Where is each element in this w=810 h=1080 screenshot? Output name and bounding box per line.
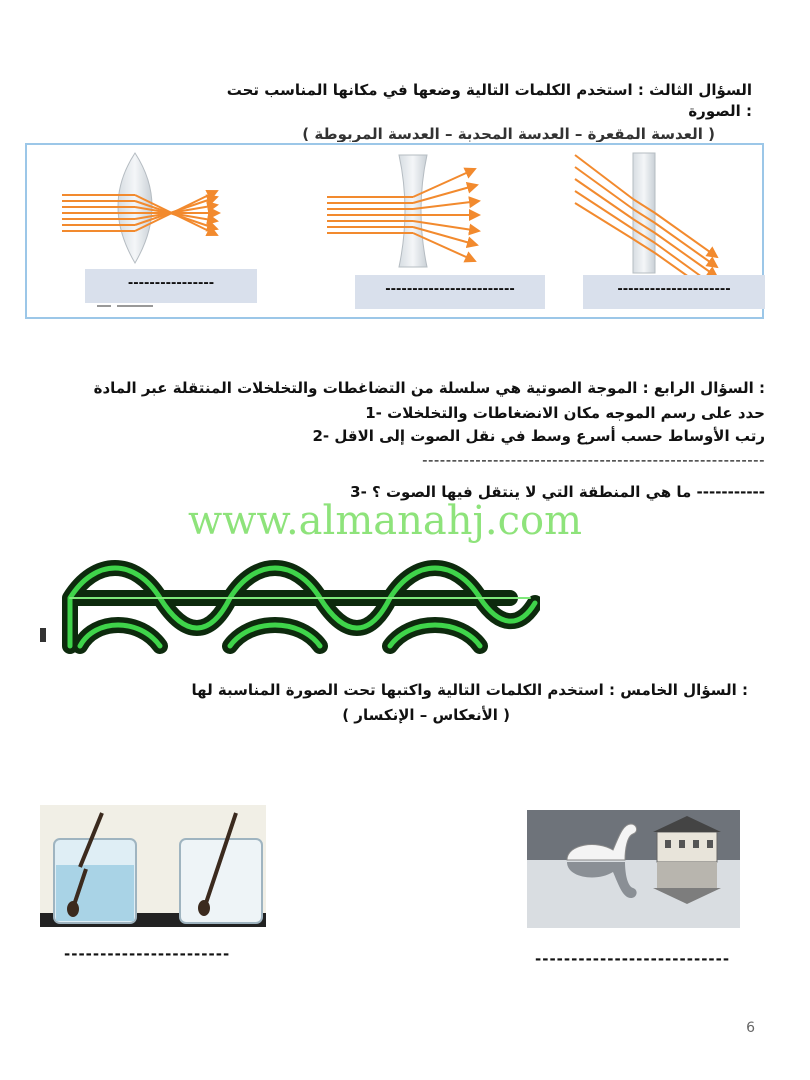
glass-block-diagram: [575, 153, 717, 287]
watermark: www.almanahj.com: [188, 498, 583, 544]
concave-lens-answer-box[interactable]: ------------------------: [355, 275, 545, 309]
lens-figure-panel: [25, 143, 764, 319]
question-5-word-bank: ( الأنعكاس – الإنكسار ): [342, 706, 510, 724]
question-5-title: : السؤال الخامس : استخدم الكلمات التالية واكتبها تحت الصورة المناسبة لها: [191, 681, 748, 699]
swan-reflection-image: [527, 810, 740, 928]
question-3-subtitle: : الصورة: [688, 102, 752, 120]
reflection-refraction-answer-left[interactable]: -----------------------: [64, 945, 231, 963]
question-4-item-3: ----------- ما هي المنطقة التي لا ينتقل فيها الصوت ؟ -3: [350, 483, 765, 501]
question-3-word-bank: ( العدسة المقعرة – العدسة المحدبة – العدسة المربوطة ): [302, 125, 715, 142]
sound-wave-image: [40, 548, 540, 658]
question-4-answer-line[interactable]: ----------------------------------------------------------: [422, 451, 765, 469]
question-4-item-2: رتب الأوساط حسب أسرع وسط في نقل الصوت إلى الاقل -2: [312, 427, 765, 445]
question-4-item-1: حدد على رسم الموجه مكان الانضغاطات والتخلخلات -1: [365, 404, 765, 422]
glass-block-answer-box[interactable]: ---------------------: [583, 275, 765, 309]
page-number: 6: [746, 1020, 755, 1036]
question-4-title: : السؤال الرابع : الموجة الصوتية هي سلسلة من التضاغطات والتخلخلات المنتقلة عبر المادة: [93, 379, 765, 397]
question-3-title: السؤال الثالث : استخدم الكلمات التالية وضعها في مكانها المناسب تحت: [226, 81, 752, 99]
concave-lens-diagram: [327, 155, 479, 267]
convex-lens-answer-box[interactable]: ----------------: [85, 269, 257, 303]
convex-lens-diagram: [62, 153, 219, 263]
spoons-in-glasses-image: [40, 805, 266, 927]
reflection-refraction-answer-right[interactable]: ---------------------------: [535, 950, 731, 968]
